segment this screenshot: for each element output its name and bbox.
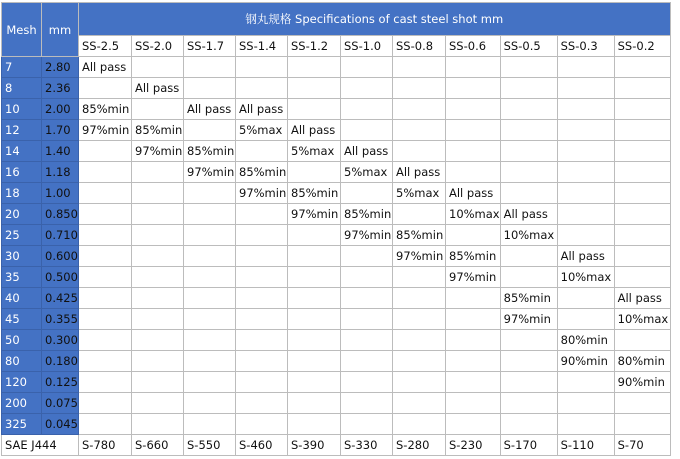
spec-cell: 85%min bbox=[132, 120, 184, 141]
spec-cell bbox=[184, 372, 236, 393]
mm-cell: 0.850 bbox=[42, 204, 79, 225]
spec-cell bbox=[341, 393, 393, 414]
spec-cell bbox=[393, 99, 446, 120]
spec-cell bbox=[184, 57, 236, 78]
sae-cell: S-460 bbox=[236, 435, 288, 456]
mm-cell: 0.500 bbox=[42, 267, 79, 288]
mm-cell: 0.600 bbox=[42, 246, 79, 267]
spec-cell bbox=[132, 351, 184, 372]
mm-cell: 0.045 bbox=[42, 414, 79, 435]
spec-cell bbox=[132, 99, 184, 120]
mm-cell: 1.18 bbox=[42, 162, 79, 183]
table-row bbox=[2, 351, 671, 372]
spec-cell bbox=[132, 330, 184, 351]
spec-cell: 97%min bbox=[184, 162, 236, 183]
spec-cell bbox=[614, 330, 670, 351]
spec-cell bbox=[614, 204, 670, 225]
spec-cell bbox=[79, 309, 132, 330]
mesh-cell: 16 bbox=[2, 162, 42, 183]
spec-cell bbox=[236, 330, 288, 351]
spec-cell bbox=[446, 57, 501, 78]
mesh-cell: 80 bbox=[2, 351, 42, 372]
spec-cell bbox=[236, 267, 288, 288]
spec-cell bbox=[79, 162, 132, 183]
table-row bbox=[2, 414, 671, 435]
sae-cell: S-550 bbox=[184, 435, 236, 456]
spec-cell bbox=[132, 246, 184, 267]
spec-cell: All pass bbox=[557, 246, 614, 267]
spec-cell bbox=[614, 267, 670, 288]
table-row bbox=[2, 99, 671, 120]
grade-header-cell: SS-1.0 bbox=[341, 36, 393, 57]
sae-cell: S-390 bbox=[288, 435, 341, 456]
grade-header-cell: SS-0.2 bbox=[614, 36, 670, 57]
sae-cell: S-330 bbox=[341, 435, 393, 456]
spec-cell bbox=[557, 78, 614, 99]
spec-cell bbox=[446, 330, 501, 351]
mesh-cell: 12 bbox=[2, 120, 42, 141]
mm-cell: 2.36 bbox=[42, 78, 79, 99]
mesh-cell: 35 bbox=[2, 267, 42, 288]
mm-cell: 1.70 bbox=[42, 120, 79, 141]
table-row bbox=[2, 372, 671, 393]
table-row bbox=[2, 162, 671, 183]
spec-cell bbox=[557, 393, 614, 414]
spec-cell bbox=[341, 372, 393, 393]
spec-cell bbox=[341, 351, 393, 372]
spec-cell bbox=[288, 393, 341, 414]
table-row bbox=[2, 120, 671, 141]
sae-cell: S-280 bbox=[393, 435, 446, 456]
spec-cell: All pass bbox=[236, 99, 288, 120]
spec-cell bbox=[557, 204, 614, 225]
spec-cell bbox=[446, 288, 501, 309]
spec-cell bbox=[446, 162, 501, 183]
spec-cell bbox=[184, 351, 236, 372]
grade-header-cell: SS-0.6 bbox=[446, 36, 501, 57]
spec-cell bbox=[500, 246, 557, 267]
spec-cell bbox=[132, 183, 184, 204]
spec-cell bbox=[393, 351, 446, 372]
spec-cell bbox=[500, 78, 557, 99]
spec-cell bbox=[184, 330, 236, 351]
mm-cell: 2.00 bbox=[42, 99, 79, 120]
mm-cell: 1.00 bbox=[42, 183, 79, 204]
spec-cell bbox=[288, 414, 341, 435]
spec-cell bbox=[184, 183, 236, 204]
spec-cell bbox=[614, 393, 670, 414]
spec-cell bbox=[79, 372, 132, 393]
spec-cell bbox=[288, 225, 341, 246]
spec-cell bbox=[79, 267, 132, 288]
spec-cell: 10%max bbox=[500, 225, 557, 246]
spec-cell bbox=[79, 204, 132, 225]
spec-cell: 85%min bbox=[393, 225, 446, 246]
spec-cell: 85%min bbox=[341, 204, 393, 225]
spec-cell bbox=[79, 351, 132, 372]
sae-cell: S-70 bbox=[614, 435, 670, 456]
spec-cell bbox=[446, 120, 501, 141]
spec-cell bbox=[236, 351, 288, 372]
mm-cell: 0.710 bbox=[42, 225, 79, 246]
spec-cell bbox=[393, 414, 446, 435]
spec-cell bbox=[288, 57, 341, 78]
spec-cell bbox=[614, 183, 670, 204]
spec-cell: 5%max bbox=[393, 183, 446, 204]
mm-cell: 0.300 bbox=[42, 330, 79, 351]
spec-cell bbox=[288, 288, 341, 309]
spec-cell bbox=[132, 57, 184, 78]
spec-cell bbox=[288, 267, 341, 288]
sae-cell: S-110 bbox=[557, 435, 614, 456]
spec-cell bbox=[614, 162, 670, 183]
spec-cell bbox=[446, 141, 501, 162]
spec-cell bbox=[393, 120, 446, 141]
spec-cell: 85%min bbox=[79, 99, 132, 120]
table-row bbox=[2, 204, 671, 225]
spec-cell bbox=[236, 246, 288, 267]
spec-cell bbox=[557, 288, 614, 309]
spec-cell: 97%min bbox=[288, 204, 341, 225]
spec-cell bbox=[79, 78, 132, 99]
spec-cell bbox=[557, 309, 614, 330]
table-row bbox=[2, 57, 671, 78]
spec-cell bbox=[500, 141, 557, 162]
spec-cell bbox=[184, 78, 236, 99]
mesh-cell: 25 bbox=[2, 225, 42, 246]
spec-cell bbox=[184, 393, 236, 414]
spec-body bbox=[2, 57, 671, 435]
spec-cell bbox=[446, 225, 501, 246]
spec-cell bbox=[393, 309, 446, 330]
spec-cell bbox=[79, 288, 132, 309]
spec-cell bbox=[446, 414, 501, 435]
grade-header-cell: SS-0.5 bbox=[500, 36, 557, 57]
spec-cell bbox=[341, 183, 393, 204]
mm-cell: 2.80 bbox=[42, 57, 79, 78]
spec-cell bbox=[341, 246, 393, 267]
spec-cell bbox=[236, 309, 288, 330]
grade-header-cell: SS-0.8 bbox=[393, 36, 446, 57]
mm-cell: 0.075 bbox=[42, 393, 79, 414]
spec-cell bbox=[79, 246, 132, 267]
spec-cell: 97%min bbox=[132, 141, 184, 162]
spec-cell bbox=[614, 120, 670, 141]
spec-cell: All pass bbox=[288, 120, 341, 141]
spec-cell bbox=[393, 141, 446, 162]
spec-cell bbox=[184, 267, 236, 288]
spec-cell bbox=[236, 204, 288, 225]
grade-header-cell: SS-2.0 bbox=[132, 36, 184, 57]
spec-cell bbox=[500, 57, 557, 78]
spec-cell bbox=[446, 78, 501, 99]
mesh-cell: 325 bbox=[2, 414, 42, 435]
spec-cell bbox=[132, 162, 184, 183]
mm-cell: 1.40 bbox=[42, 141, 79, 162]
table-row bbox=[2, 225, 671, 246]
cast-steel-shot-spec-table bbox=[1, 2, 671, 456]
spec-cell bbox=[184, 120, 236, 141]
spec-cell: All pass bbox=[614, 288, 670, 309]
mm-column-header: mm bbox=[42, 3, 79, 57]
spec-cell bbox=[341, 414, 393, 435]
spec-cell bbox=[614, 246, 670, 267]
spec-cell bbox=[341, 78, 393, 99]
spec-cell bbox=[184, 204, 236, 225]
spec-cell: 10%max bbox=[557, 267, 614, 288]
spec-cell bbox=[288, 330, 341, 351]
mesh-cell: 50 bbox=[2, 330, 42, 351]
table-row bbox=[2, 309, 671, 330]
table-row bbox=[2, 246, 671, 267]
spec-cell: All pass bbox=[446, 183, 501, 204]
grade-header-cell: SS-1.4 bbox=[236, 36, 288, 57]
grade-header-cell: SS-2.5 bbox=[79, 36, 132, 57]
spec-cell: 80%min bbox=[557, 330, 614, 351]
mesh-cell: 8 bbox=[2, 78, 42, 99]
sae-label: SAE J444 bbox=[2, 435, 79, 456]
spec-cell bbox=[184, 309, 236, 330]
spec-cell bbox=[557, 372, 614, 393]
spec-cell: 90%min bbox=[614, 372, 670, 393]
spec-cell bbox=[236, 372, 288, 393]
spec-cell: All pass bbox=[341, 141, 393, 162]
spec-cell bbox=[446, 372, 501, 393]
spec-cell bbox=[557, 414, 614, 435]
mm-cell: 0.180 bbox=[42, 351, 79, 372]
spec-cell bbox=[132, 204, 184, 225]
table-row bbox=[2, 330, 671, 351]
spec-cell bbox=[500, 414, 557, 435]
mesh-cell: 7 bbox=[2, 57, 42, 78]
spec-cell bbox=[393, 267, 446, 288]
spec-cell bbox=[446, 99, 501, 120]
spec-cell bbox=[500, 330, 557, 351]
spec-cell bbox=[446, 393, 501, 414]
mm-cell: 0.355 bbox=[42, 309, 79, 330]
spec-cell bbox=[393, 204, 446, 225]
spec-cell: All pass bbox=[393, 162, 446, 183]
spec-cell bbox=[79, 183, 132, 204]
spec-cell bbox=[557, 162, 614, 183]
spec-cell: 10%max bbox=[614, 309, 670, 330]
spec-cell: 97%min bbox=[393, 246, 446, 267]
sae-cell: S-660 bbox=[132, 435, 184, 456]
spec-cell bbox=[500, 120, 557, 141]
spec-cell bbox=[132, 393, 184, 414]
spec-cell bbox=[132, 414, 184, 435]
spec-cell bbox=[614, 78, 670, 99]
spec-cell bbox=[288, 162, 341, 183]
spec-cell: 97%min bbox=[236, 183, 288, 204]
spec-cell bbox=[288, 351, 341, 372]
spec-cell bbox=[500, 351, 557, 372]
spec-cell bbox=[446, 351, 501, 372]
spec-cell: 80%min bbox=[614, 351, 670, 372]
spec-cell bbox=[236, 393, 288, 414]
spec-cell: All pass bbox=[132, 78, 184, 99]
spec-cell bbox=[614, 414, 670, 435]
spec-cell bbox=[393, 78, 446, 99]
spec-cell bbox=[132, 309, 184, 330]
spec-cell bbox=[557, 141, 614, 162]
spec-cell: 5%max bbox=[288, 141, 341, 162]
spec-cell bbox=[79, 330, 132, 351]
spec-cell bbox=[341, 57, 393, 78]
mm-cell: 0.125 bbox=[42, 372, 79, 393]
spec-cell bbox=[557, 57, 614, 78]
spec-cell bbox=[79, 141, 132, 162]
spec-cell bbox=[132, 267, 184, 288]
spec-cell bbox=[393, 288, 446, 309]
spec-cell bbox=[236, 288, 288, 309]
spec-cell bbox=[341, 309, 393, 330]
spec-cell bbox=[132, 372, 184, 393]
spec-cell: All pass bbox=[79, 57, 132, 78]
spec-cell bbox=[341, 267, 393, 288]
grade-header-cell: SS-1.2 bbox=[288, 36, 341, 57]
spec-cell bbox=[288, 246, 341, 267]
mesh-cell: 30 bbox=[2, 246, 42, 267]
spec-cell bbox=[500, 267, 557, 288]
mesh-cell: 45 bbox=[2, 309, 42, 330]
mesh-cell: 20 bbox=[2, 204, 42, 225]
table-row bbox=[2, 141, 671, 162]
table-title: 钢丸规格 Specifications of cast steel shot mm bbox=[79, 3, 671, 36]
spec-cell bbox=[557, 225, 614, 246]
spec-cell bbox=[614, 225, 670, 246]
grade-header-cell: SS-1.7 bbox=[184, 36, 236, 57]
spec-cell bbox=[184, 225, 236, 246]
spec-cell bbox=[341, 99, 393, 120]
mesh-cell: 40 bbox=[2, 288, 42, 309]
spec-cell: 97%min bbox=[79, 120, 132, 141]
spec-cell bbox=[288, 78, 341, 99]
spec-cell bbox=[288, 99, 341, 120]
spec-cell: 90%min bbox=[557, 351, 614, 372]
spec-cell bbox=[341, 330, 393, 351]
spec-cell bbox=[184, 414, 236, 435]
spec-cell bbox=[341, 288, 393, 309]
spec-cell bbox=[184, 246, 236, 267]
spec-cell bbox=[500, 99, 557, 120]
table-row bbox=[2, 393, 671, 414]
spec-cell bbox=[236, 57, 288, 78]
spec-cell bbox=[288, 309, 341, 330]
table-row bbox=[2, 267, 671, 288]
spec-cell bbox=[500, 183, 557, 204]
spec-cell bbox=[393, 372, 446, 393]
spec-cell: 85%min bbox=[446, 246, 501, 267]
spec-cell bbox=[236, 141, 288, 162]
spec-cell bbox=[557, 183, 614, 204]
mesh-column-header: Mesh bbox=[2, 3, 42, 57]
spec-cell bbox=[614, 57, 670, 78]
sae-cell: S-170 bbox=[500, 435, 557, 456]
spec-cell: 97%min bbox=[341, 225, 393, 246]
grade-header-cell: SS-0.3 bbox=[557, 36, 614, 57]
spec-cell bbox=[132, 225, 184, 246]
spec-cell: 85%min bbox=[288, 183, 341, 204]
grade-header-row bbox=[2, 36, 671, 57]
spec-cell bbox=[79, 393, 132, 414]
spec-cell bbox=[341, 120, 393, 141]
mesh-cell: 18 bbox=[2, 183, 42, 204]
spec-cell bbox=[236, 78, 288, 99]
spec-cell: 5%max bbox=[236, 120, 288, 141]
spec-cell bbox=[288, 372, 341, 393]
spec-cell bbox=[393, 57, 446, 78]
table-row bbox=[2, 288, 671, 309]
spec-cell bbox=[614, 99, 670, 120]
spec-cell bbox=[236, 414, 288, 435]
mm-cell: 0.425 bbox=[42, 288, 79, 309]
spec-cell: 10%max bbox=[446, 204, 501, 225]
spec-cell bbox=[393, 330, 446, 351]
spec-cell bbox=[500, 372, 557, 393]
spec-cell bbox=[500, 393, 557, 414]
sae-cell: S-780 bbox=[79, 435, 132, 456]
sae-row bbox=[2, 435, 671, 456]
mesh-cell: 120 bbox=[2, 372, 42, 393]
mesh-cell: 14 bbox=[2, 141, 42, 162]
spec-cell: All pass bbox=[184, 99, 236, 120]
spec-cell bbox=[500, 162, 557, 183]
spec-cell bbox=[79, 414, 132, 435]
spec-cell bbox=[132, 288, 184, 309]
spec-cell: 97%min bbox=[500, 309, 557, 330]
mesh-cell: 200 bbox=[2, 393, 42, 414]
spec-cell: 85%min bbox=[236, 162, 288, 183]
spec-cell bbox=[614, 141, 670, 162]
spec-cell bbox=[446, 309, 501, 330]
spec-cell bbox=[557, 99, 614, 120]
spec-cell: All pass bbox=[500, 204, 557, 225]
table-row bbox=[2, 78, 671, 99]
spec-cell: 85%min bbox=[184, 141, 236, 162]
spec-cell: 5%max bbox=[341, 162, 393, 183]
table-row bbox=[2, 183, 671, 204]
spec-cell bbox=[393, 393, 446, 414]
spec-cell bbox=[236, 225, 288, 246]
spec-cell bbox=[184, 288, 236, 309]
spec-cell bbox=[557, 120, 614, 141]
spec-cell: 97%min bbox=[446, 267, 501, 288]
spec-cell bbox=[79, 225, 132, 246]
mesh-cell: 10 bbox=[2, 99, 42, 120]
sae-cell: S-230 bbox=[446, 435, 501, 456]
spec-cell: 85%min bbox=[500, 288, 557, 309]
